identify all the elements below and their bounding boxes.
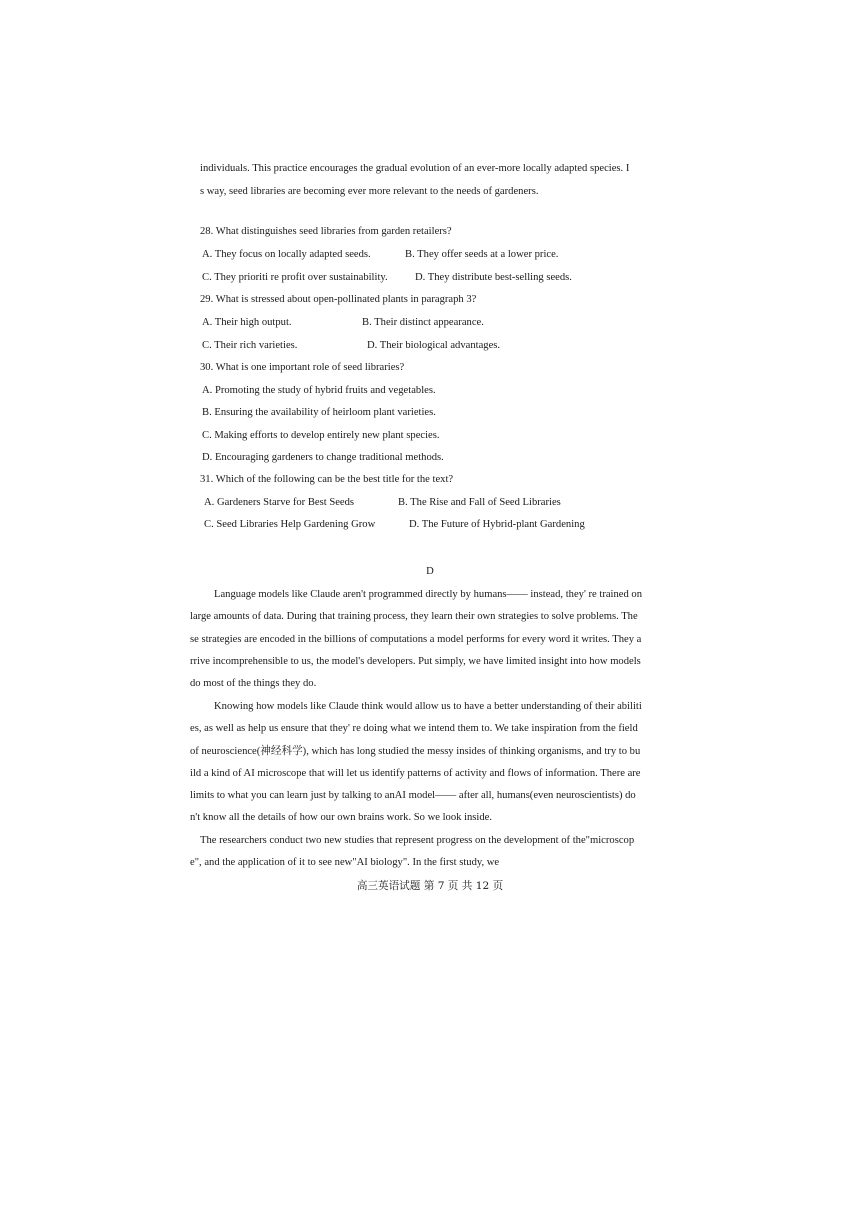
question-28-stem: 28. What distinguishes seed libraries from garden retailers?: [200, 226, 452, 237]
passage-d-line: e", and the application of it to see new"AI biology". In the first study, we: [190, 857, 500, 868]
q28-option-a: A. They focus on locally adapted seeds.: [202, 249, 371, 260]
passage-d-line: limits to what you can learn just by talking to anAI model—— after all, humans(even neuroscientists) do: [190, 790, 636, 801]
passage-d-line: Knowing how models like Claude think would allow us to have a better understanding of their abiliti: [214, 701, 642, 712]
q31-option-b: B. The Rise and Fall of Seed Libraries: [398, 497, 561, 508]
passage-d-line: Language models like Claude aren't programmed directly by humans—— instead, they' re trained on: [214, 589, 643, 600]
q30-option-a: A. Promoting the study of hybrid fruits and vegetables.: [202, 385, 436, 396]
question-29-stem: 29. What is stressed about open-pollinated plants in paragraph 3?: [200, 294, 477, 305]
passage-d-line: of neuroscience(神经科学), which has long studied the messy insides of thinking organisms, and try to bu: [190, 746, 641, 757]
passage-d-line: se strategies are encoded in the billions of computations a model performs for every word it writes. They a: [190, 634, 642, 645]
q29-option-a: A. Their high output.: [202, 317, 292, 328]
passage-d-line: large amounts of data. During that training process, they learn their own strategies to solve problems. The: [190, 611, 638, 622]
passage-d-line: do most of the things they do.: [190, 678, 317, 689]
q31-option-a: A. Gardeners Starve for Best Seeds: [204, 497, 355, 508]
page-footer: 高三英语试题 第 7 页 共 12 页: [356, 880, 504, 892]
q29-option-d: D. Their biological advantages.: [367, 340, 501, 351]
q29-option-b: B. Their distinct appearance.: [362, 317, 484, 328]
q28-option-d: D. They distribute best-selling seeds.: [415, 272, 572, 283]
q30-option-d: D. Encouraging gardeners to change traditional methods.: [202, 452, 444, 463]
q30-option-b: B. Ensuring the availability of heirloom plant varieties.: [202, 407, 436, 418]
question-30-stem: 30. What is one important role of seed libraries?: [200, 362, 405, 373]
q31-option-d: D. The Future of Hybrid-plant Gardening: [409, 519, 585, 530]
passage-d-line: n't know all the details of how our own brains work. So we look inside.: [190, 812, 493, 823]
q28-option-c: C. They prioriti re profit over sustainability.: [202, 272, 388, 283]
passage-d-line: rrive incomprehensible to us, the model's developers. Put simply, we have limited insight into how models: [190, 656, 641, 667]
q28-option-b: B. They offer seeds at a lower price.: [405, 249, 559, 260]
passage-d-line: The researchers conduct two new studies that represent progress on the development of the"microscop: [200, 835, 635, 846]
passage-c-line: s way, seed libraries are becoming ever more relevant to the needs of gardeners.: [200, 186, 539, 197]
passage-d-line: es, as well as help us ensure that they' re doing what we intend them to. We take inspiration from the field: [190, 723, 638, 734]
q31-option-c: C. Seed Libraries Help Gardening Grow: [204, 519, 376, 530]
q30-option-c: C. Making efforts to develop entirely new plant species.: [202, 430, 440, 441]
section-d-heading: D: [426, 566, 434, 577]
passage-d-line: ild a kind of AI microscope that will let us identify patterns of activity and flows of information. There are: [190, 768, 641, 779]
question-31-stem: 31. Which of the following can be the best title for the text?: [200, 474, 454, 485]
passage-c-line: individuals. This practice encourages the gradual evolution of an ever-more locally adapted species. I: [200, 163, 630, 174]
q29-option-c: C. Their rich varieties.: [202, 340, 298, 351]
